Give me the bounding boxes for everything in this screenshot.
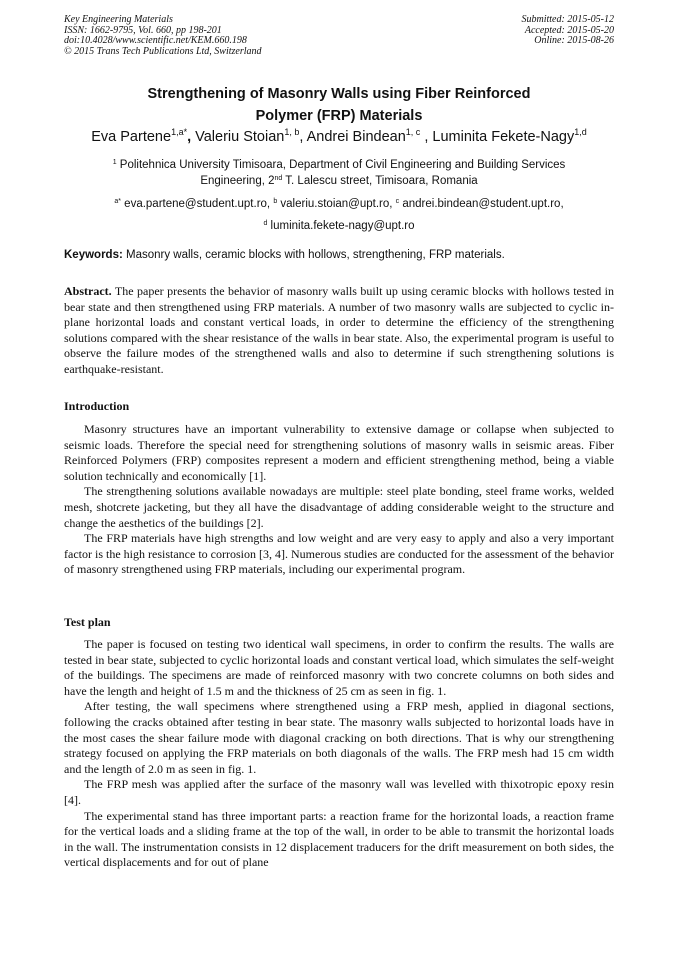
email-link[interactable]: eva.partene@student.upt.ro,: [120, 198, 274, 210]
title-line-1: Strengthening of Masonry Walls using Fiber Reinforced: [147, 86, 531, 102]
affiliation-text: Politehnica University Timisoara, Department of Civil Engineering and Building Services: [116, 159, 566, 171]
author-affiliation-marker: 1, b: [284, 127, 300, 137]
journal-issn: ISSN: 1662-9795, Vol. 660, pp 198-201: [64, 24, 222, 36]
paragraph: The paper is focused on testing two identical wall specimens, in order to confirm the results. The walls are tested in bear state, subjected to cyclic horizontal loads and constant vertical load, which simulates the self-weight of the buildings. The specimens are made of reinforced masonry with two concrete columns on both sides and have the length and height of 1.5 m and the thickness of 25 cm as seen in fig. 1.: [64, 637, 614, 698]
abstract-paragraph: [64, 284, 614, 378]
email-line-2: [64, 214, 614, 236]
accepted-date: Accepted: 2015-05-20: [524, 24, 614, 36]
author-list: [40, 127, 638, 145]
author-separator: ,: [299, 129, 304, 145]
affiliation-text: Engineering, 2: [200, 175, 275, 187]
author-name: Luminita Fekete-Nagy: [428, 129, 575, 145]
author-affiliation-marker: 1, c: [405, 127, 421, 137]
affiliation-text: T. Lalescu street, Timisoara, Romania: [282, 175, 478, 187]
section-introduction: [64, 422, 614, 578]
paragraph: Masonry structures have an important vulnerability to extensive damage or collapse when subjected to seismic loads. Therefore the special need for strengthening solutions of masonry walls in seismic areas. Fiber Reinforced Polymers (FRP) composites represent a modern and efficient strengthening method, being a viable solution technically and economically [1].: [64, 422, 614, 483]
title-line-2: Polymer (FRP) Materials: [255, 108, 423, 124]
author-separator: ,: [420, 129, 429, 145]
keywords: [64, 249, 614, 261]
author-emails: [64, 192, 614, 236]
keywords-label: Keywords:: [64, 249, 123, 261]
abstract-label: Abstract.: [64, 284, 112, 298]
email-line-1: [64, 192, 614, 214]
email-link[interactable]: andrei.bindean@student.upt.ro,: [399, 198, 564, 210]
affiliation-line-2: [64, 172, 614, 188]
author-affiliation-marker: 1,a*: [171, 127, 188, 137]
publication-dates: [522, 15, 615, 47]
section-test-plan: [64, 637, 614, 871]
online-date: Online: 2015-08-26: [534, 35, 614, 47]
paragraph: The FRP mesh was applied after the surface of the masonry wall was levelled with thixotropic epoxy resin [4].: [64, 777, 614, 807]
paragraph: After testing, the wall specimens where strengthened using a FRP mesh, applied in diagonal sections, following the cracks obtained after testing in bear state. The masonry walls subjected to horizontal loads have in the most cases the shear failure mode with diagonal cracking on both directions. That is why our strengthening strategy focused on applying the FRP materials on both diagonals of the walls. The FRP mesh had 15 cm width and the length of 2.0 m as seen in fig. 1.: [64, 699, 614, 776]
section-heading-introduction: Introduction: [64, 399, 130, 413]
author-name: Valeriu Stoian: [191, 129, 285, 145]
author-affiliation-marker: 1,d: [574, 127, 587, 137]
journal-info: [64, 15, 262, 57]
ordinal-suffix: nd: [274, 175, 283, 182]
submitted-date: Submitted: 2015-05-12: [521, 14, 614, 25]
journal-name: Key Engineering Materials: [64, 14, 173, 25]
journal-doi: doi:10.4028/www.scientific.net/KEM.660.198: [64, 35, 247, 47]
email-link[interactable]: luminita.fekete-nagy@upt.ro: [267, 220, 415, 232]
affiliation-marker: 1: [112, 159, 117, 166]
email-marker: d: [263, 220, 268, 227]
paragraph: The FRP materials have high strengths and low weight and are very easy to apply and also a very important factor is the high resistance to corrosion [3, 4]. Numerous studies are conducted for the assessment of the behavior of masonry strengthened using FRP materials, including our experimental program.: [64, 531, 614, 577]
author-separator: ,: [187, 129, 192, 145]
keywords-text: Masonry walls, ceramic blocks with hollows, strengthening, FRP materials.: [122, 249, 505, 261]
author-name: Eva Partene: [91, 129, 172, 145]
paragraph: The strengthening solutions available nowadays are multiple: steel plate bonding, steel frame works, welded mesh, shotcrete jacketing, but they all have the disadvantage of adding considerable weight to the structure and change the aesthetics of the buildings [2].: [64, 484, 614, 530]
journal-copyright: © 2015 Trans Tech Publications Ltd, Switzerland: [64, 45, 262, 57]
abstract: [64, 284, 614, 378]
email-link[interactable]: valeriu.stoian@upt.ro,: [277, 198, 396, 210]
email-marker: c: [395, 198, 400, 205]
affiliation-line-1: [64, 156, 614, 172]
author-name: Andrei Bindean: [303, 129, 406, 145]
paper-title: [64, 83, 614, 127]
email-marker: a*: [114, 198, 121, 205]
abstract-text: The paper presents the behavior of masonry walls built up using ceramic blocks with hollows tested in bear state and then strengthened using FRP materials. A number of two masonry walls are subjected to cyclic in-plane horizontal loads and constant vertical loads, in order to determine the efficiency of the strengthening solutions compared with the shear resistance of the walls in bear state. Also, the experimental program is useful to observe the failure modes of the strengthened walls and also to determine if such strengthening solutions is earthquake-resistant.: [64, 284, 614, 376]
affiliation: [64, 156, 614, 188]
paragraph: The experimental stand has three important parts: a reaction frame for the horizontal loads, a reaction frame for the vertical loads and a sliding frame at the top of the wall, in order to be able to transmit the horizontal loads in the wall. The instrumentation consists in 12 displacement traducers for the drift measurement on both sides, the vertical displacements and for out of plane: [64, 808, 614, 870]
section-heading-test-plan: Test plan: [64, 615, 111, 629]
email-marker: b: [273, 198, 278, 205]
